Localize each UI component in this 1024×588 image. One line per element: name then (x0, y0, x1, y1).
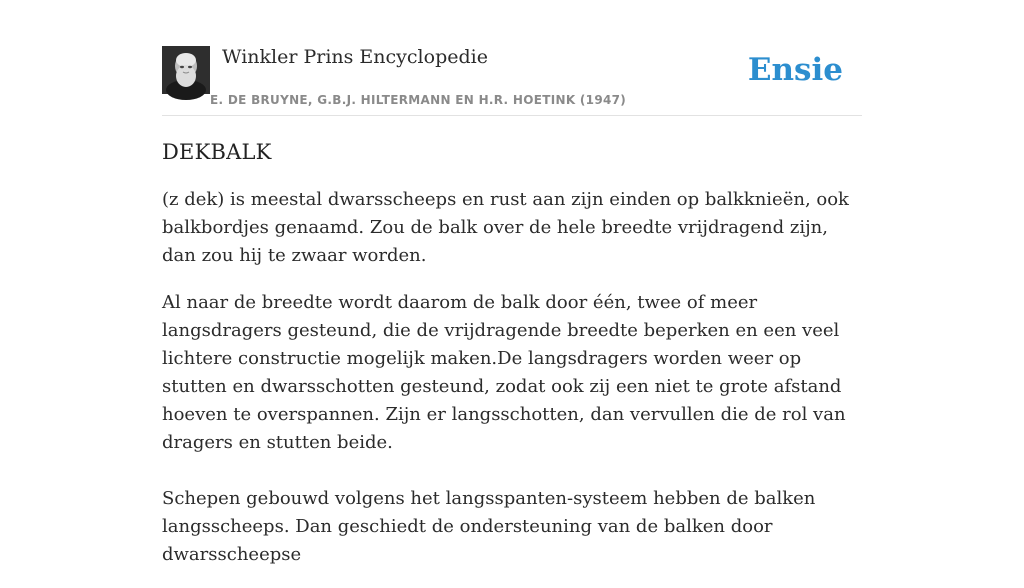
entry-paragraph: Al naar de breedte wordt daarom de balk door één, twee of meer langsdragers gesteund, die de vrijdragende breedte beperken en een veel lichtere constructie mogelijk maken.De langsdragers worden weer op stutten en dwarsschotten gesteund, zodat ook zij een niet te grote afstand hoeven te overspannen. Zijn er langsschotten, dan vervullen die de rol van dragers en stutten beide. Schepen gebouwd volgens het langsspanten-systeem hebben de balken langsscheeps. Dan geschiedt de ondersteuning van de balken door dwarsscheepse (162, 292, 846, 565)
ensie-logo[interactable]: Ensie (747, 52, 843, 88)
entry-paragraph: (z dek) is meestal dwarsscheeps en rust aan zijn einden op balkknieën, ook balkbordjes genaamd. Zou de balk over de hele breedte vrijdragend zijn, dan zou hij te zwaar worden. (162, 189, 849, 266)
entry-title: DEKBALK (162, 140, 272, 164)
bearded-man-portrait-icon (162, 46, 210, 94)
page-header (162, 46, 862, 116)
book-title[interactable]: Winkler Prins Encyclopedie (222, 46, 488, 68)
author-avatar[interactable] (162, 46, 210, 94)
entry-content (162, 140, 862, 588)
book-authors: E. DE BRUYNE, G.B.J. HILTERMANN EN H.R. HOETINK (1947) (210, 93, 627, 107)
